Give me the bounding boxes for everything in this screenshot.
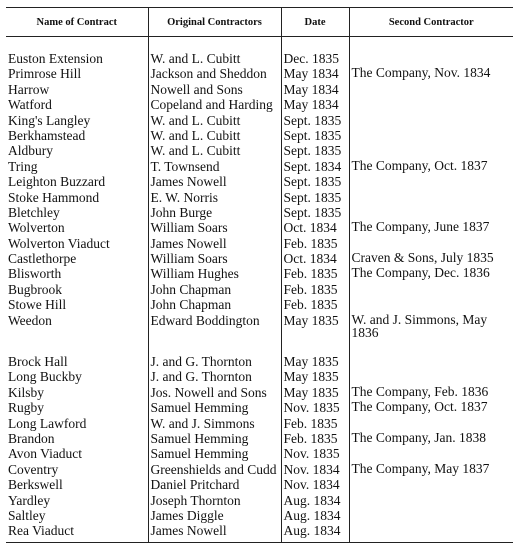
cell-date: Sept. 1835 — [281, 190, 349, 205]
table-body — [6, 37, 513, 543]
table-row — [6, 220, 513, 235]
cell-name-of-contract: Bugbrook — [8, 281, 62, 297]
cell-name-of-contract: Rugby — [8, 400, 45, 416]
cell-name-of-contract: Berkhamstead — [8, 127, 86, 143]
cell-date: Feb. 1835 — [281, 431, 349, 446]
cell-date: May 1834 — [281, 82, 349, 97]
table-row — [6, 82, 513, 97]
cell-original-contractors: John Chapman — [148, 282, 281, 297]
cell-second-contractor — [349, 205, 513, 220]
cell-original-contractors: John Burge — [148, 205, 281, 220]
cell-name-of-contract: Long Buckby — [8, 369, 82, 385]
cell-second-contractor — [349, 297, 513, 312]
cell-date: May 1834 — [281, 66, 349, 81]
cell-second-contractor — [349, 97, 513, 112]
cell-name-of-contract: Rea Viaduct — [6, 523, 148, 542]
cell-date: Aug. 1834 — [281, 523, 349, 542]
cell-second-contractor — [349, 174, 513, 189]
cell-date: May 1835 — [281, 385, 349, 400]
cell-second-contractor — [349, 339, 513, 354]
cell-name-of-contract: Watford — [8, 97, 52, 113]
table-row — [6, 251, 513, 266]
cell-name-of-contract: Primrose Hill — [8, 66, 82, 82]
cell-second-contractor — [349, 190, 513, 205]
cell-name-of-contract: Wolverton — [8, 220, 65, 236]
cell-second-contractor: The Company, Nov. 1834 — [349, 66, 513, 81]
table-row — [6, 266, 513, 281]
cell-original-contractors: Jackson and Sheddon — [148, 66, 281, 81]
cell-original-contractors: Edward Boddington — [148, 313, 281, 339]
cell-name-of-contract: Wolverton Viaduct — [8, 235, 110, 251]
table-row — [6, 508, 513, 523]
cell-date: Sept. 1835 — [281, 143, 349, 158]
cell-date — [281, 339, 349, 354]
cell-date: Aug. 1834 — [281, 508, 349, 523]
cell-date: May 1835 — [281, 354, 349, 369]
cell-second-contractor — [349, 354, 513, 369]
cell-second-contractor — [349, 477, 513, 492]
cell-original-contractors: J. and G. Thornton — [148, 369, 281, 384]
cell-second-contractor: The Company, Jan. 1838 — [349, 431, 513, 446]
cell-name-of-contract: Brock Hall — [8, 354, 68, 370]
cell-original-contractors: James Nowell — [148, 174, 281, 189]
cell-second-contractor: The Company, Dec. 1836 — [349, 266, 513, 281]
table-row — [6, 462, 513, 477]
cell-name-of-contract: Brandon — [8, 430, 55, 446]
cell-name-of-contract: Saltley — [8, 507, 46, 523]
table-row — [6, 477, 513, 492]
cell-original-contractors: Samuel Hemming — [148, 400, 281, 415]
cell-date: Sept. 1835 — [281, 128, 349, 143]
cell-date: Sept. 1835 — [281, 113, 349, 128]
cell-original-contractors: Samuel Hemming — [148, 446, 281, 461]
cell-date: Sept. 1835 — [281, 174, 349, 189]
cell-original-contractors: William Hughes — [148, 266, 281, 281]
table-row — [6, 97, 513, 112]
cell-name-of-contract: Weedon — [8, 312, 52, 328]
table-row — [6, 236, 513, 251]
table-row — [6, 354, 513, 369]
cell-date: Feb. 1835 — [281, 266, 349, 281]
cell-original-contractors: W. and L. Cubitt — [148, 37, 281, 67]
table-row — [6, 400, 513, 415]
cell-second-contractor — [349, 143, 513, 158]
cell-original-contractors: Jos. Nowell and Sons — [148, 385, 281, 400]
cell-name-of-contract: Leighton Buzzard — [8, 174, 106, 190]
cell-original-contractors: W. and L. Cubitt — [148, 128, 281, 143]
cell-original-contractors: W. and L. Cubitt — [148, 143, 281, 158]
cell-second-contractor: The Company, June 1837 — [349, 220, 513, 235]
cell-name-of-contract: Tring — [8, 158, 38, 174]
cell-name-of-contract: King's Langley — [8, 112, 91, 128]
cell-name-of-contract: Castlethorpe — [8, 251, 77, 267]
header-second-contractor: Second Contractor — [349, 8, 513, 37]
cell-second-contractor: The Company, Oct. 1837 — [349, 400, 513, 415]
table-header — [6, 8, 513, 37]
table-row — [6, 493, 513, 508]
cell-date: Oct. 1834 — [281, 220, 349, 235]
cell-date: May 1834 — [281, 97, 349, 112]
table-row — [6, 297, 513, 312]
cell-second-contractor: W. and J. Simmons, May 1836 — [349, 313, 513, 339]
cell-second-contractor — [349, 236, 513, 251]
cell-date: May 1835 — [281, 369, 349, 384]
cell-original-contractors: J. and G. Thornton — [148, 354, 281, 369]
table-row — [6, 282, 513, 297]
cell-original-contractors: Joseph Thornton — [148, 493, 281, 508]
cell-original-contractors: W. and L. Cubitt — [148, 113, 281, 128]
cell-original-contractors: E. W. Norris — [148, 190, 281, 205]
cell-original-contractors: W. and J. Simmons — [148, 416, 281, 431]
cell-date: Feb. 1835 — [281, 416, 349, 431]
header-row — [6, 8, 513, 37]
header-original-contractors: Original Contractors — [148, 8, 281, 37]
cell-date: Nov. 1834 — [281, 477, 349, 492]
cell-date: Sept. 1834 — [281, 159, 349, 174]
cell-original-contractors: Nowell and Sons — [148, 82, 281, 97]
cell-second-contractor — [349, 82, 513, 97]
cell-second-contractor: The Company, Oct. 1837 — [349, 159, 513, 174]
header-date: Date — [281, 8, 349, 37]
cell-name-of-contract: Avon Viaduct — [8, 446, 83, 462]
cell-original-contractors: Greenshields and Cudd — [148, 462, 281, 477]
table-row — [6, 385, 513, 400]
cell-name-of-contract: Stoke Hammond — [8, 189, 100, 205]
table-row — [6, 37, 513, 67]
table-row — [6, 523, 513, 542]
table-row — [6, 431, 513, 446]
cell-date: Feb. 1835 — [281, 236, 349, 251]
cell-date: Nov. 1834 — [281, 462, 349, 477]
table-row — [6, 159, 513, 174]
cell-name-of-contract: Kilsby — [8, 384, 45, 400]
cell-date: Sept. 1835 — [281, 205, 349, 220]
cell-original-contractors: James Nowell — [148, 236, 281, 251]
cell-name-of-contract: Berkswell — [8, 477, 63, 493]
cell-name-of-contract: Harrow — [8, 81, 50, 97]
cell-original-contractors: James Diggle — [148, 508, 281, 523]
cell-date: Oct. 1834 — [281, 251, 349, 266]
table-row — [6, 128, 513, 143]
cell-name-of-contract: Bletchley — [8, 204, 60, 220]
cell-original-contractors: Daniel Pritchard — [148, 477, 281, 492]
cell-original-contractors: William Soars — [148, 251, 281, 266]
cell-second-contractor — [349, 493, 513, 508]
cell-original-contractors: John Chapman — [148, 297, 281, 312]
cell-second-contractor: The Company, May 1837 — [349, 462, 513, 477]
cell-second-contractor — [349, 416, 513, 431]
table-row — [6, 446, 513, 461]
cell-name-of-contract — [6, 339, 148, 354]
cell-second-contractor — [349, 508, 513, 523]
table-row — [6, 339, 513, 354]
cell-date: Aug. 1834 — [281, 493, 349, 508]
table-row — [6, 205, 513, 220]
cell-name-of-contract: Yardley — [8, 492, 51, 508]
cell-date: Feb. 1835 — [281, 297, 349, 312]
contracts-table — [6, 7, 513, 543]
cell-name-of-contract: Blisworth — [8, 266, 62, 282]
cell-date: Feb. 1835 — [281, 282, 349, 297]
cell-name-of-contract: Coventry — [8, 461, 59, 477]
cell-date: May 1835 — [281, 313, 349, 339]
cell-second-contractor — [349, 282, 513, 297]
table-row — [6, 416, 513, 431]
cell-original-contractors: T. Townsend — [148, 159, 281, 174]
cell-name-of-contract: Stowe Hill — [8, 297, 67, 313]
cell-second-contractor — [349, 369, 513, 384]
header-name-of-contract: Name of Contract — [6, 8, 148, 37]
cell-date: Nov. 1835 — [281, 400, 349, 415]
cell-second-contractor: Craven & Sons, July 1835 — [349, 251, 513, 266]
cell-name-of-contract: Long Lawford — [8, 415, 87, 431]
cell-name-of-contract: Euston Extension — [8, 51, 103, 66]
cell-original-contractors: Copeland and Harding — [148, 97, 281, 112]
table-row — [6, 113, 513, 128]
cell-date: Dec. 1835 — [281, 37, 349, 67]
cell-original-contractors: Samuel Hemming — [148, 431, 281, 446]
cell-second-contractor — [349, 523, 513, 542]
cell-date: Nov. 1835 — [281, 446, 349, 461]
table-row — [6, 190, 513, 205]
table-row — [6, 143, 513, 158]
cell-original-contractors: William Soars — [148, 220, 281, 235]
table-row — [6, 313, 513, 339]
table-row — [6, 66, 513, 81]
cell-name-of-contract: Aldbury — [8, 143, 53, 159]
cell-second-contractor — [349, 37, 513, 67]
cell-original-contractors: James Nowell — [148, 523, 281, 542]
cell-original-contractors — [148, 339, 281, 354]
cell-second-contractor — [349, 113, 513, 128]
cell-second-contractor: The Company, Feb. 1836 — [349, 385, 513, 400]
cell-second-contractor — [349, 446, 513, 461]
cell-second-contractor — [349, 128, 513, 143]
table-row — [6, 369, 513, 384]
table-row — [6, 174, 513, 189]
